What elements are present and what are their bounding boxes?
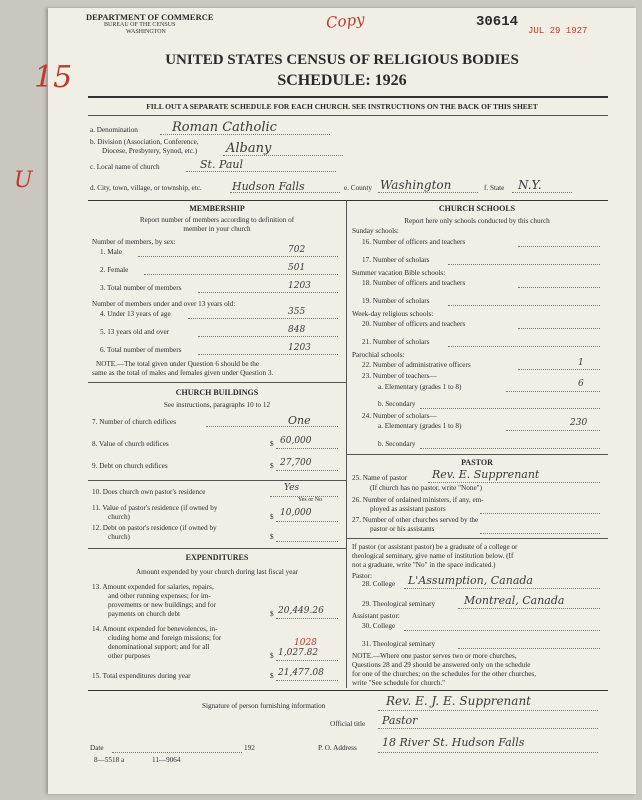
margin-letter: U (14, 168, 33, 193)
division-value: Albany (226, 141, 272, 156)
q1-male-label: 1. Male (100, 248, 122, 256)
city-label: d. City, town, village, or township, etc. (90, 184, 202, 192)
q8-dollar: $ (270, 440, 274, 448)
pastor-note-4: write "See schedule for church." (352, 679, 446, 687)
q15-value: 21,477.08 (278, 668, 324, 678)
expenditures-sub: Amount expended by your church during last fiscal year (135, 568, 299, 576)
q6-total-label: 6. Total number of members (100, 346, 182, 354)
q12-label-1: 12. Debt on pastor's residence (if owned by (92, 524, 217, 532)
q25-hint: (If church has no pastor, write "None") (370, 484, 482, 492)
denomination-value: Roman Catholic (172, 120, 277, 135)
q10-value: Yes (284, 483, 300, 493)
buildings-sub: See instructions, paragraphs 10 to 12 (163, 401, 271, 409)
expenditures-heading: EXPENDITURES (185, 553, 249, 562)
q22-value: 1 (578, 358, 584, 368)
pastor-note-3: for one of the churches; on the schedules for the other churches, (352, 670, 537, 678)
membership-heading: MEMBERSHIP (189, 204, 245, 213)
q25-value: Rev. E. Supprenant (432, 468, 540, 481)
schools-heading: CHURCH SCHOOLS (438, 204, 516, 213)
q29-label: 29. Theological seminary (362, 600, 436, 608)
q3-total-value: 1203 (288, 281, 311, 291)
q17-label: 17. Number of scholars (362, 256, 430, 264)
signature-value: Rev. E. J. E. Supprenant (386, 694, 531, 708)
local-name-value: St. Paul (200, 158, 244, 171)
q11-label-2: church) (108, 513, 130, 521)
q24a-label: a. Elementary (grades 1 to 8) (378, 422, 462, 430)
q8-label: 8. Value of church edifices (92, 440, 169, 448)
q9-dollar: $ (270, 462, 274, 470)
membership-intro-2: member in your church (183, 225, 251, 233)
q12-label-2: church) (108, 533, 130, 541)
membership-note-1: NOTE.—The total given under Question 6 should be the (96, 360, 260, 368)
bureau-city: WASHINGTON (126, 29, 166, 35)
form-instruction: FILL OUT A SEPARATE SCHEDULE FOR EACH CHURCH. SEE INSTRUCTIONS ON THE BACK OF THIS SHEET (146, 102, 538, 111)
signature-label: Signature of person furnishing information (202, 702, 326, 710)
city-value: Hudson Falls (232, 180, 305, 193)
county-label: e. County (344, 184, 372, 192)
q11-value: 10,000 (280, 508, 312, 518)
q23b-label: b. Secondary (378, 400, 416, 408)
q12-dollar: $ (270, 533, 274, 541)
q25-label: 25. Name of pastor (352, 474, 408, 482)
q10-label: 10. Does church own pastor's residence (92, 488, 206, 496)
q20-label: 20. Number of officers and teachers (362, 320, 466, 328)
q26-label-2: ployed as assistant pastors (370, 505, 446, 513)
graduate-note-3: not a graduate, write "No" in the space indicated.) (352, 561, 496, 569)
q26-label-1: 26. Number of ordained ministers, if any, em- (352, 496, 484, 504)
po-address-value: 18 River St. Hudson Falls (382, 736, 525, 749)
q22-label: 22. Number of administrative officers (362, 361, 471, 369)
q4-under13-value: 355 (288, 307, 306, 317)
q31-label: 31. Theological seminary (362, 640, 436, 648)
po-address-label: P. O. Address (318, 744, 357, 752)
buildings-heading: CHURCH BUILDINGS (175, 388, 259, 397)
q23a-value: 6 (578, 379, 584, 389)
graduate-note-2: theological seminary, give name of institution below. (If (352, 552, 514, 560)
q24a-value: 230 (570, 418, 588, 428)
q30-label: 30. College (362, 622, 396, 630)
form-number: 30614 (476, 14, 519, 30)
official-title-value: Pastor (382, 714, 418, 727)
q14-value: 1,027.82 (278, 648, 319, 658)
q7-value: One (288, 414, 311, 427)
division-label-2: Diocese, Presbytery, Synod, etc.) (102, 147, 198, 155)
membership-intro-1: Report number of members according to definition of (139, 216, 295, 224)
q2-female-value: 501 (288, 263, 306, 273)
q5-over13-label: 5. 13 years old and over (100, 328, 170, 336)
bureau-name: BUREAU OF THE CENSUS (104, 22, 176, 28)
q13-value: 20,449.26 (278, 606, 324, 616)
members-by-age-label: Number of members under and over 13 years old: (92, 300, 236, 308)
q16-label: 16. Number of officers and teachers (362, 238, 466, 246)
local-name-label: c. Local name of church (90, 163, 160, 171)
q13-label-2: and other running expenses; for im- (108, 592, 211, 600)
q18-label: 18. Number of officers and teachers (362, 279, 466, 287)
vacation-schools-label: Summer vacation Bible schools: (352, 269, 446, 277)
q27-label-1: 27. Number of other churches served by the (352, 516, 479, 524)
state-label: f. State (484, 184, 505, 192)
q13-label-4: payments on church debt (108, 610, 181, 618)
received-date-stamp: JUL 29 1927 (528, 26, 588, 36)
q14-label-4: other purposes (108, 652, 151, 660)
weekday-schools-label: Week-day religious schools: (352, 310, 434, 318)
q23-label: 23. Number of teachers— (362, 372, 437, 380)
q14-red-annotation: 1028 (294, 638, 317, 648)
q24b-label: b. Secondary (378, 440, 416, 448)
pastor-note-1: NOTE.—Where one pastor serves two or more churches, (352, 652, 517, 660)
q7-label: 7. Number of church edifices (92, 418, 177, 426)
county-value: Washington (380, 178, 452, 192)
q28-value: L'Assumption, Canada (408, 574, 533, 587)
department-name: DEPARTMENT OF COMMERCE (86, 12, 214, 22)
pastor-heading: PASTOR (461, 458, 493, 467)
q27-label-2: pastor or his assistants (370, 525, 435, 533)
date-year: 192 (244, 744, 255, 752)
official-title-label: Official title (330, 720, 366, 728)
denomination-label: a. Denomination (90, 126, 138, 134)
graduate-note-1: If pastor (or assistant pastor) be a graduate of a college or (352, 543, 518, 551)
q28-label: 28. College (362, 580, 396, 588)
q21-label: 21. Number of scholars (362, 338, 430, 346)
form-title: UNITED STATES CENSUS OF RELIGIOUS BODIES (165, 52, 519, 68)
membership-note-2: same as the total of males and females given under Question 3. (92, 369, 274, 377)
date-label: Date (90, 744, 104, 752)
q14-dollar: $ (270, 652, 274, 660)
form-subtitle: SCHEDULE: 1926 (277, 72, 407, 89)
q14-label-3: denominational support; and for all (108, 643, 210, 651)
q5-over13-value: 848 (288, 325, 306, 335)
q11-label-1: 11. Value of pastor's residence (if owned by (92, 504, 218, 512)
q15-label: 15. Total expenditures during year (92, 672, 191, 680)
q4-under13-label: 4. Under 13 years of age (100, 310, 171, 318)
schools-sub: Report here only schools conducted by this church (404, 217, 550, 225)
q11-dollar: $ (270, 513, 274, 521)
form-code: 8—5518 a (94, 756, 125, 764)
q13-label-1: 13. Amount expended for salaries, repairs, (92, 583, 214, 591)
q15-dollar: $ (270, 672, 274, 680)
assistant-subheading: Assistant pastor: (352, 612, 400, 620)
q29-value: Montreal, Canada (464, 594, 565, 607)
q13-label-3: provements or new buildings; and for (108, 601, 216, 609)
division-label: b. Division (Association, Conference, (90, 138, 199, 146)
q14-label-1: 14. Amount expended for benevolences, in- (92, 625, 218, 633)
state-value: N.Y. (518, 178, 542, 192)
q14-label-2: cluding home and foreign missions; for (108, 634, 222, 642)
parochial-schools-label: Parochial schools: (352, 351, 405, 359)
members-by-sex-label: Number of members, by sex: (92, 238, 176, 246)
sunday-schools-label: Sunday schools: (352, 227, 399, 235)
form-code-2: 11—9064 (152, 756, 181, 764)
q9-label: 9. Debt on church edifices (92, 462, 168, 470)
q3-total-label: 3. Total number of members (100, 284, 182, 292)
pastor-note-2: Questions 28 and 29 should be answered only on the schedule (352, 661, 531, 669)
q2-female-label: 2. Female (100, 266, 129, 274)
q8-value: 60,000 (280, 436, 312, 446)
q9-value: 27,700 (280, 458, 312, 468)
q23a-label: a. Elementary (grades 1 to 8) (378, 383, 462, 391)
q1-male-value: 702 (288, 245, 306, 255)
copy-annotation: Copy (325, 10, 366, 32)
q6-total-value: 1203 (288, 343, 311, 353)
q24-label: 24. Number of scholars— (362, 412, 437, 420)
census-schedule-sheet (14, 8, 636, 794)
q10-hint: Yes or No (298, 497, 323, 503)
q19-label: 19. Number of scholars (362, 297, 430, 305)
pastor-subheading: Pastor: (352, 572, 372, 580)
q13-dollar: $ (270, 610, 274, 618)
margin-number: 15 (34, 60, 73, 95)
